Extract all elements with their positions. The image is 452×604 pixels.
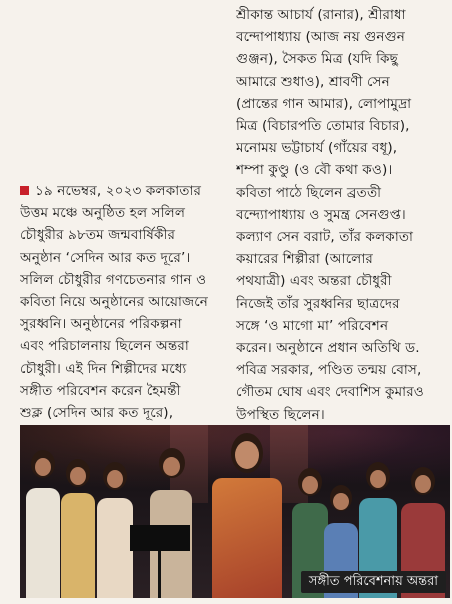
music-stand-pole	[158, 551, 161, 598]
article-line: পবিত্র সরকার, পণ্ডিত তন্ময় বোস,	[236, 362, 422, 379]
article-line: বন্দ্যোপাধ্যায় ও সুমন্ত্র সেনগুপ্ত।	[236, 206, 406, 223]
article-line: মিত্র (বিচারপতি তোমার বিচার),	[236, 118, 410, 135]
red-square-bullet-icon	[20, 186, 29, 195]
article-line: বন্দোপাধ্যায় (আজ নয় গুনগুন	[236, 29, 406, 46]
article-line: এবং পরিচালনায় ছিলেন অন্তরা	[20, 338, 189, 355]
article-line: শম্পা কুণ্ডু (ও বৌ কথা কও)।	[236, 162, 393, 179]
lead-singer-figure	[208, 433, 286, 598]
article-line: উপস্থিত ছিলেন।	[236, 406, 325, 423]
article-line: কল্যাণ সেন বরাট, তাঁর কলকাতা	[236, 229, 414, 246]
article-line: মনোময় ভট্টাচার্য (গাঁয়ের বধূ),	[236, 140, 398, 157]
article-line-text: ১৯ নভেম্বর, ২০২৩ কলকাতার	[35, 183, 202, 199]
article-line: করেন। অনুষ্ঠানে প্রধান অতিথি ড.	[236, 340, 420, 357]
article-line: সঙ্গে ‘ও মাগো মা’ পরিবেশন	[236, 317, 389, 334]
photo-caption: সঙ্গীত পরিবেশনায় অন্তরা	[301, 571, 446, 593]
article-line: সলিল চৌধুরীর গণচেতনার গান ও	[20, 271, 207, 288]
concert-photo	[20, 425, 450, 598]
article-line	[20, 180, 228, 202]
article-line: নিজেই তাঁর সুরধ্বনির ছাত্রদের	[236, 295, 400, 312]
singer-figure	[146, 448, 196, 598]
article-line: (প্রান্তের গান আমার), লোপামুদ্রা	[236, 95, 412, 112]
article-line: চৌধুরী। এই দিন শিল্পীদের মধ্যে	[20, 360, 187, 377]
article-right-column	[236, 4, 450, 426]
article-left-column	[20, 180, 228, 424]
music-stand	[130, 525, 190, 551]
article-line: গৌতম ঘোষ এবং দেবাশিস কুমারও	[236, 384, 424, 401]
singer-figure	[58, 453, 98, 598]
singer-figure	[24, 448, 62, 598]
article-line: কবিতা নিয়ে অনুষ্ঠানের আয়োজনে	[20, 294, 208, 311]
article-line: গুঞ্জন), সৈকত মিত্র (যদি কিছু	[236, 51, 399, 68]
article-line: উত্তম মঞ্চে অনুষ্ঠিত হল সলিল	[20, 205, 186, 222]
article-line: শুক্ল (সেদিন আর কত দূরে),	[20, 405, 174, 422]
article-line: শ্রীকান্ত আচার্য (রানার), শ্রীরাধা	[236, 7, 406, 23]
article-line: সঙ্গীত পরিবেশন করেন হৈমন্তী	[20, 382, 181, 399]
article-line: কয়ারের শিল্পীরা (আলোর	[236, 251, 373, 268]
article-line: পথযাত্রী) এবং অন্তরা চৌধুরী	[236, 273, 392, 290]
article-line: সুরধ্বনি। অনুষ্ঠানের পরিকল্পনা	[20, 316, 182, 333]
article-line: অনুষ্ঠান ‘সেদিন আর কত দূরে’।	[20, 249, 191, 266]
article-line: চৌধুরীর ৯৮তম জন্মবার্ষিকীর	[20, 227, 176, 244]
article-line: আমারে শুধাও), শ্রাবণী সেন	[236, 73, 390, 90]
article-line: কবিতা পাঠে ছিলেন ব্রততী	[236, 184, 382, 201]
